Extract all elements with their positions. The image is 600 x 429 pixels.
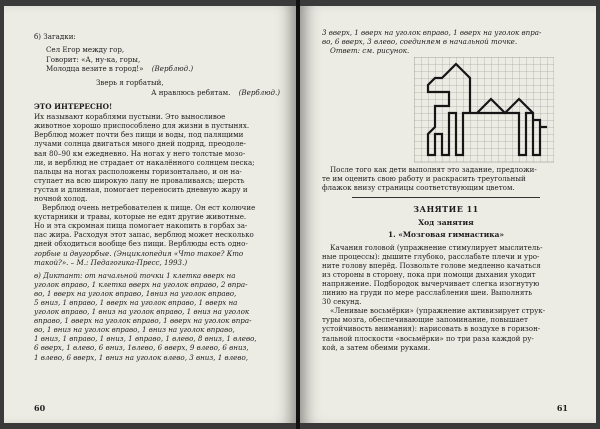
dictation-line: уголок вправо, 1 клетка вверх на уголок вправо, 2 впра- (34, 279, 248, 289)
section-line: туры мозга, обеспечивающие запоминание, повышает (322, 315, 528, 325)
section-line: из стороны в сторону, пока при помощи дыхания уходит (322, 269, 536, 279)
dictation-line: во, 1 вниз на уголок вправо, 1 вниз на уголок вправо, (34, 325, 235, 335)
interesting-line: пальцы на ногах расположены горизонтально, и он на- (34, 166, 242, 176)
page-number-right: 61 (556, 403, 568, 413)
section-line: ните голову вперёд. Позвольте голове медленно качаться (322, 260, 541, 270)
interesting-line: пас жира. Расходуя этот запас, верблюд может несколько (34, 230, 254, 240)
after-line: флажок внизу страницы соответствующим цветом. (322, 183, 515, 193)
riddle-2-line (96, 88, 280, 97)
interesting-title: ЭТО ИНТЕРЕСНО! (34, 102, 113, 112)
dictation-line: 5 вниз, 1 вправо, 1 вверх на уголок вправо, 1 вверх на (34, 298, 238, 307)
section-line: 30 секунд. (322, 297, 362, 307)
interesting-line: Их называют кораблями пустыни. Это выносливое (34, 112, 226, 122)
section-line: напряжение. Подбородок вычерчивает слегка изогнутую (322, 278, 540, 288)
lesson-title: ЗАНЯТИЕ 11 (413, 203, 479, 214)
lesson-subtitle: Ход занятия (418, 217, 474, 227)
interesting-line: дней обходиться вообще без пищи. Верблюды есть одно- (34, 239, 248, 249)
interesting-line: горбые и двугорбые. (Энциклопедия «Что такое? Кто (34, 248, 244, 258)
after-line: После того как дети выполнят это задание, предложи- (330, 165, 537, 175)
interesting-line: вая 80–90 км ежедневно. На ногах у него толстые мозо- (34, 148, 246, 158)
continuation-line: во, 6 вверх, 3 влево, соединяем в начальной точке. (322, 37, 518, 47)
interesting-line: ночной холод. (34, 193, 88, 203)
interesting-line: лучами солнца двигаться много дней подряд, преодоле- (34, 139, 246, 149)
riddle-2 (34, 78, 280, 97)
divider (352, 197, 540, 198)
riddle-1-text: Молодца везите в город!» (46, 63, 144, 73)
dictation-line: 6 вверх, 1 влево, 6 вниз, 1влево, 6 вверх, 9 влево, 6 вниз, (34, 343, 249, 353)
interesting-line: Верблюд очень нетребователен к пище. Он ест колючие (42, 203, 256, 213)
camel-grid-drawing (414, 57, 554, 163)
after-line: те им оценить свою работу и раскрасить треугольный (322, 174, 526, 184)
dictation-line: вправо, 1 вверх на уголок вправо, 1 вверх на уголок впра- (34, 316, 252, 326)
riddle-2-answer: (Верблюд.) (238, 87, 280, 97)
dictation-line: 1 вниз, 1 вправо, 1 вниз, 1 вправо, 1 влево, 8 вниз, 1 влево, (34, 334, 257, 344)
dictation-line: в) Диктант: от начальной точки 1 клетка вверх на (34, 270, 236, 280)
riddle-1 (34, 45, 280, 73)
interesting-line: животное хорошо приспособлено для жизни в пустынях. (34, 121, 250, 131)
after-text (322, 165, 570, 192)
section-line: Качания головой (упражнение стимулирует мыслитель- (330, 242, 543, 252)
left-page (4, 6, 296, 423)
interesting-line: такой?». – М.: Педагогика-Пресс, 1993.) (34, 257, 188, 267)
interesting-line: густая и длинная, помогает переносить дневную жару и (34, 184, 248, 194)
riddle-1-line: Говорит: «А, ну-ка, горы, (46, 54, 141, 64)
dictation-line: уголок вправо, 1 вниз на уголок вправо, 1 вниз на уголок (34, 307, 250, 317)
section-line: устойчивость внимания): нарисовать в воздухе в горизон- (322, 324, 541, 334)
riddles-label: б) Загадки: (34, 32, 76, 41)
page-number-left: 60 (34, 403, 46, 413)
interesting-line: Но и эта скромная пища помогает накопить в горбах за- (34, 221, 248, 231)
interesting-line: кустарники и травы, которые не едят другие животные. (34, 212, 247, 222)
section-line: линию на груди по мере расслабления шеи. Выполнять (322, 288, 533, 298)
dictation-line: во, 1 вверх на уголок вправо, 1вниз на уголок вправо, (34, 288, 237, 298)
section-line: «Ленивые восьмёрки» (упражнение активизирует струк- (330, 306, 546, 316)
section-text (322, 243, 570, 352)
section-line: кой, а затем обеими руками. (322, 342, 431, 352)
riddle-2-line: Зверь я горбатый, (96, 78, 164, 88)
continuation-line: 3 вверх, 1 вверх на уголок вправо, 1 вверх на уголок впра- (322, 28, 542, 37)
dictation-text (34, 271, 280, 362)
interesting-line: ступает на всю широкую лапу не проваливаясь; шерсть (34, 175, 245, 185)
camel-grid-figure (322, 57, 570, 165)
dictation-line: 1 влево, 6 вверх, 1 вниз на уголок влево, 3 вниз, 1 влево, (34, 352, 249, 362)
riddle-1-line (46, 64, 280, 73)
section-line: тальной плоскости «восьмёрки» по три раза каждой ру- (322, 333, 534, 343)
interesting-text (34, 112, 280, 267)
interesting-line: ли, и верблюд не страдает от накалённого солнцем песка; (34, 157, 255, 167)
section-title: 1. «Мозговая гимнастика» (387, 229, 505, 239)
answer-line: Ответ: см. рисунок. (330, 46, 410, 56)
riddle-1-line: Сел Егор между гор, (46, 45, 125, 55)
riddle-1-answer: (Верблюд.) (151, 63, 194, 73)
section-line: ные процессы): дышите глубоко, расслабьте плечи и уро- (322, 251, 540, 261)
interesting-line: Верблюд может почти без пищи и воды, под палящими (34, 130, 244, 140)
riddle-2-text: А нравлюсь ребятам. (151, 87, 231, 97)
right-page (300, 6, 596, 423)
